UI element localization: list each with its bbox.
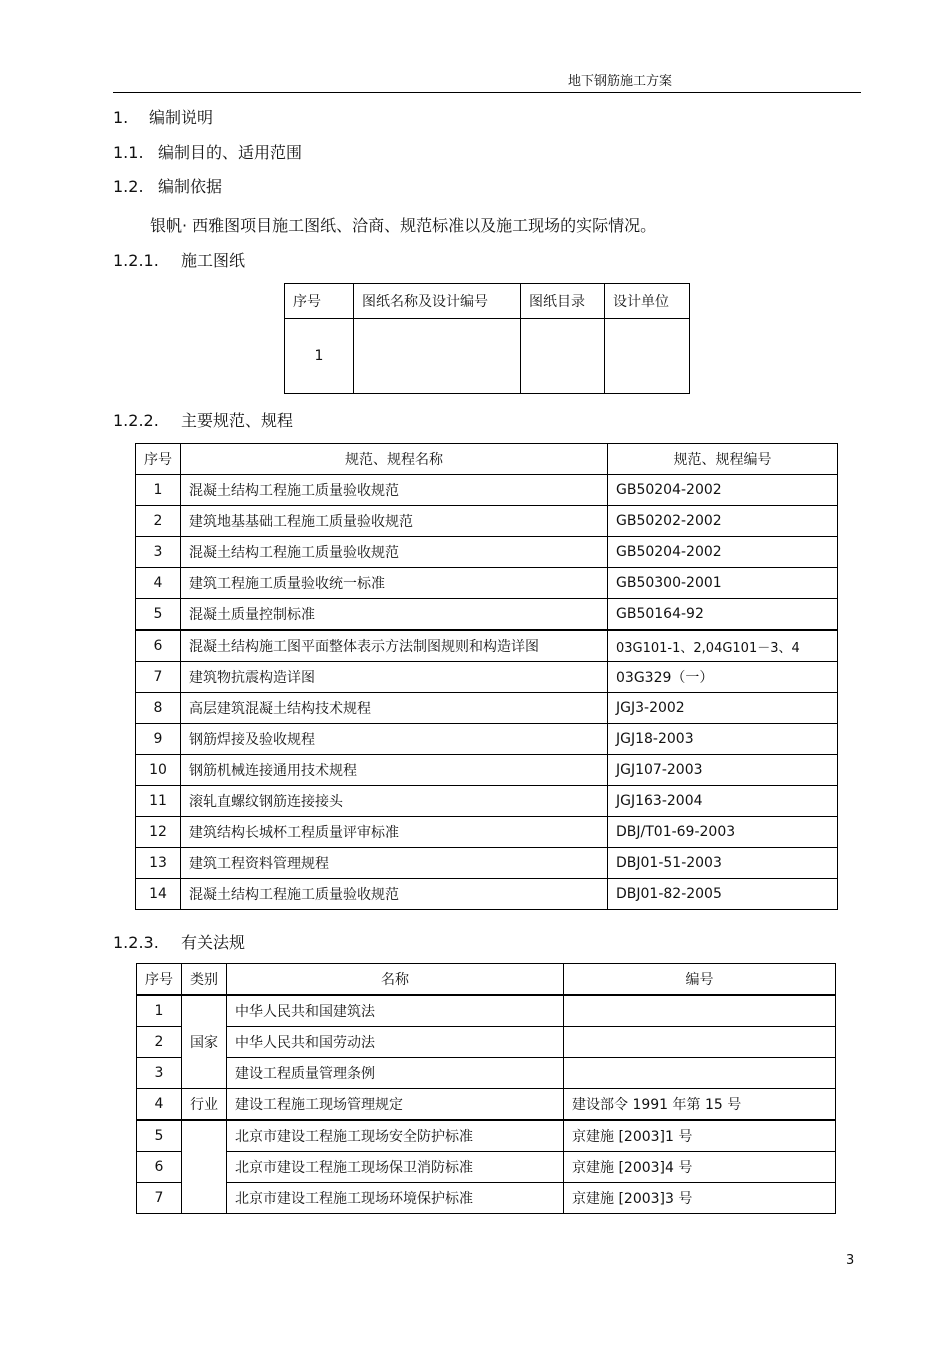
cell-code: GB50204-2002 — [608, 537, 838, 568]
cell-code: 03G329（一） — [608, 662, 838, 693]
cell-code: JGJ163-2004 — [608, 786, 838, 817]
cell-name: 北京市建设工程施工现场环境保护标准 — [227, 1183, 564, 1214]
cell-no: 2 — [136, 506, 181, 537]
cell-name: 中华人民共和国建筑法 — [227, 995, 564, 1027]
column-header: 设计单位 — [605, 284, 690, 319]
cell-no: 14 — [136, 879, 181, 910]
column-header: 图纸目录 — [521, 284, 605, 319]
table-row — [136, 817, 838, 848]
basis-paragraph: 银帆· 西雅图项目施工图纸、洽商、规范标准以及施工现场的实际情况。 — [150, 216, 657, 235]
cell-category: 国家 — [182, 995, 227, 1089]
column-header: 图纸名称及设计编号 — [354, 284, 521, 319]
cell-name: 北京市建设工程施工现场保卫消防标准 — [227, 1152, 564, 1183]
table-row — [137, 995, 836, 1027]
table-row — [136, 786, 838, 817]
cell-name: 北京市建设工程施工现场安全防护标准 — [227, 1120, 564, 1152]
cell-code: 建设部令 1991 年第 15 号 — [564, 1089, 836, 1121]
cell-code: JGJ107-2003 — [608, 755, 838, 786]
cell-no: 7 — [136, 662, 181, 693]
cell-name: 混凝土结构施工图平面整体表示方法制图规则和构造详图 — [181, 630, 608, 662]
cell-code: DBJ01-82-2005 — [608, 879, 838, 910]
table-header-row — [285, 284, 690, 319]
cell-no: 5 — [137, 1120, 182, 1152]
heading-1-2 — [113, 174, 222, 197]
cell-name: 建设工程施工现场管理规定 — [227, 1089, 564, 1121]
cell-code: DBJ/T01-69-2003 — [608, 817, 838, 848]
table-row — [136, 724, 838, 755]
cell-no: 1 — [285, 319, 354, 394]
cell-code: JGJ18-2003 — [608, 724, 838, 755]
cell-code — [564, 1058, 836, 1089]
laws-table — [136, 963, 836, 1214]
column-header: 类别 — [182, 964, 227, 996]
column-header: 规范、规程名称 — [181, 444, 608, 475]
header-rule — [113, 92, 861, 93]
heading-number: 1.2. — [113, 177, 144, 196]
cell-code — [564, 1027, 836, 1058]
cell-code: DBJ01-51-2003 — [608, 848, 838, 879]
heading-text: 编制说明 — [149, 108, 214, 127]
cell-no: 12 — [136, 817, 181, 848]
table-row — [137, 1058, 836, 1089]
table-row — [137, 1027, 836, 1058]
cell-code: GB50202-2002 — [608, 506, 838, 537]
cell-name: 建设工程质量管理条例 — [227, 1058, 564, 1089]
heading-1-2-1 — [113, 248, 245, 271]
cell-name: 混凝土结构工程施工质量验收规范 — [181, 879, 608, 910]
column-header: 编号 — [564, 964, 836, 996]
cell-no: 1 — [137, 995, 182, 1027]
cell-name: 高层建筑混凝土结构技术规程 — [181, 693, 608, 724]
cell-name: 混凝土结构工程施工质量验收规范 — [181, 537, 608, 568]
cell-designer — [605, 319, 690, 394]
cell-code: 03G101-1、2,04G101－3、4 — [608, 630, 838, 662]
cell-code: GB50204-2002 — [608, 475, 838, 506]
cell-name: 建筑工程施工质量验收统一标准 — [181, 568, 608, 599]
heading-text: 编制依据 — [158, 177, 223, 196]
table-header-row — [137, 964, 836, 996]
cell-no: 10 — [136, 755, 181, 786]
heading-number: 1. — [113, 108, 129, 127]
cell-code: 京建施 [2003]1 号 — [564, 1120, 836, 1152]
cell-name: 滚轧直螺纹钢筋连接接头 — [181, 786, 608, 817]
cell-no: 5 — [136, 599, 181, 631]
table-row — [136, 848, 838, 879]
cell-category — [182, 1120, 227, 1214]
cell-category: 行业 — [182, 1089, 227, 1121]
page-number: 3 — [846, 1253, 855, 1268]
heading-1-2-3 — [113, 930, 245, 953]
cell-no: 2 — [137, 1027, 182, 1058]
heading-text: 编制目的、适用范围 — [158, 143, 303, 162]
table-row — [136, 879, 838, 910]
cell-name: 混凝土质量控制标准 — [181, 599, 608, 631]
cell-code: GB50300-2001 — [608, 568, 838, 599]
cell-no: 4 — [136, 568, 181, 599]
table-row — [136, 475, 838, 506]
cell-name: 中华人民共和国劳动法 — [227, 1027, 564, 1058]
cell-no: 3 — [136, 537, 181, 568]
column-header: 序号 — [137, 964, 182, 996]
heading-number: 1.2.1. — [113, 251, 159, 270]
heading-number: 1.2.2. — [113, 411, 159, 430]
column-header: 序号 — [136, 444, 181, 475]
cell-name: 建筑工程资料管理规程 — [181, 848, 608, 879]
standards-table — [135, 443, 838, 910]
heading-text: 施工图纸 — [181, 251, 246, 270]
cell-no: 7 — [137, 1183, 182, 1214]
table-row — [137, 1120, 836, 1152]
cell-name: 混凝土结构工程施工质量验收规范 — [181, 475, 608, 506]
cell-code — [564, 995, 836, 1027]
cell-no: 9 — [136, 724, 181, 755]
table-row — [285, 319, 690, 394]
table-row — [136, 662, 838, 693]
heading-text: 有关法规 — [181, 933, 246, 952]
table-row — [137, 1183, 836, 1214]
cell-no: 6 — [137, 1152, 182, 1183]
table-row — [137, 1152, 836, 1183]
heading-text: 主要规范、规程 — [181, 411, 294, 430]
cell-name — [354, 319, 521, 394]
heading-1-1 — [113, 140, 302, 163]
table-row — [136, 630, 838, 662]
heading-number: 1.1. — [113, 143, 144, 162]
cell-no: 1 — [136, 475, 181, 506]
drawings-table — [284, 283, 690, 394]
cell-name: 建筑结构长城杯工程质量评审标准 — [181, 817, 608, 848]
column-header: 规范、规程编号 — [608, 444, 838, 475]
table-row — [137, 1089, 836, 1121]
cell-name: 钢筋焊接及验收规程 — [181, 724, 608, 755]
cell-code: 京建施 [2003]4 号 — [564, 1152, 836, 1183]
table-row — [136, 693, 838, 724]
heading-1 — [113, 105, 213, 128]
cell-code: 京建施 [2003]3 号 — [564, 1183, 836, 1214]
cell-catalog — [521, 319, 605, 394]
table-row — [136, 506, 838, 537]
heading-1-2-2 — [113, 408, 293, 431]
cell-no: 4 — [137, 1089, 182, 1121]
cell-no: 8 — [136, 693, 181, 724]
table-header-row — [136, 444, 838, 475]
cell-code: GB50164-92 — [608, 599, 838, 631]
cell-name: 钢筋机械连接通用技术规程 — [181, 755, 608, 786]
heading-number: 1.2.3. — [113, 933, 159, 952]
cell-name: 建筑地基基础工程施工质量验收规范 — [181, 506, 608, 537]
table-row — [136, 755, 838, 786]
column-header: 名称 — [227, 964, 564, 996]
cell-no: 6 — [136, 630, 181, 662]
running-header: 地下钢筋施工方案 — [568, 74, 673, 89]
cell-name: 建筑物抗震构造详图 — [181, 662, 608, 693]
table-row — [136, 599, 838, 631]
table-row — [136, 568, 838, 599]
column-header: 序号 — [285, 284, 354, 319]
table-row — [136, 537, 838, 568]
cell-no: 11 — [136, 786, 181, 817]
cell-no: 3 — [137, 1058, 182, 1089]
cell-no: 13 — [136, 848, 181, 879]
cell-code: JGJ3-2002 — [608, 693, 838, 724]
